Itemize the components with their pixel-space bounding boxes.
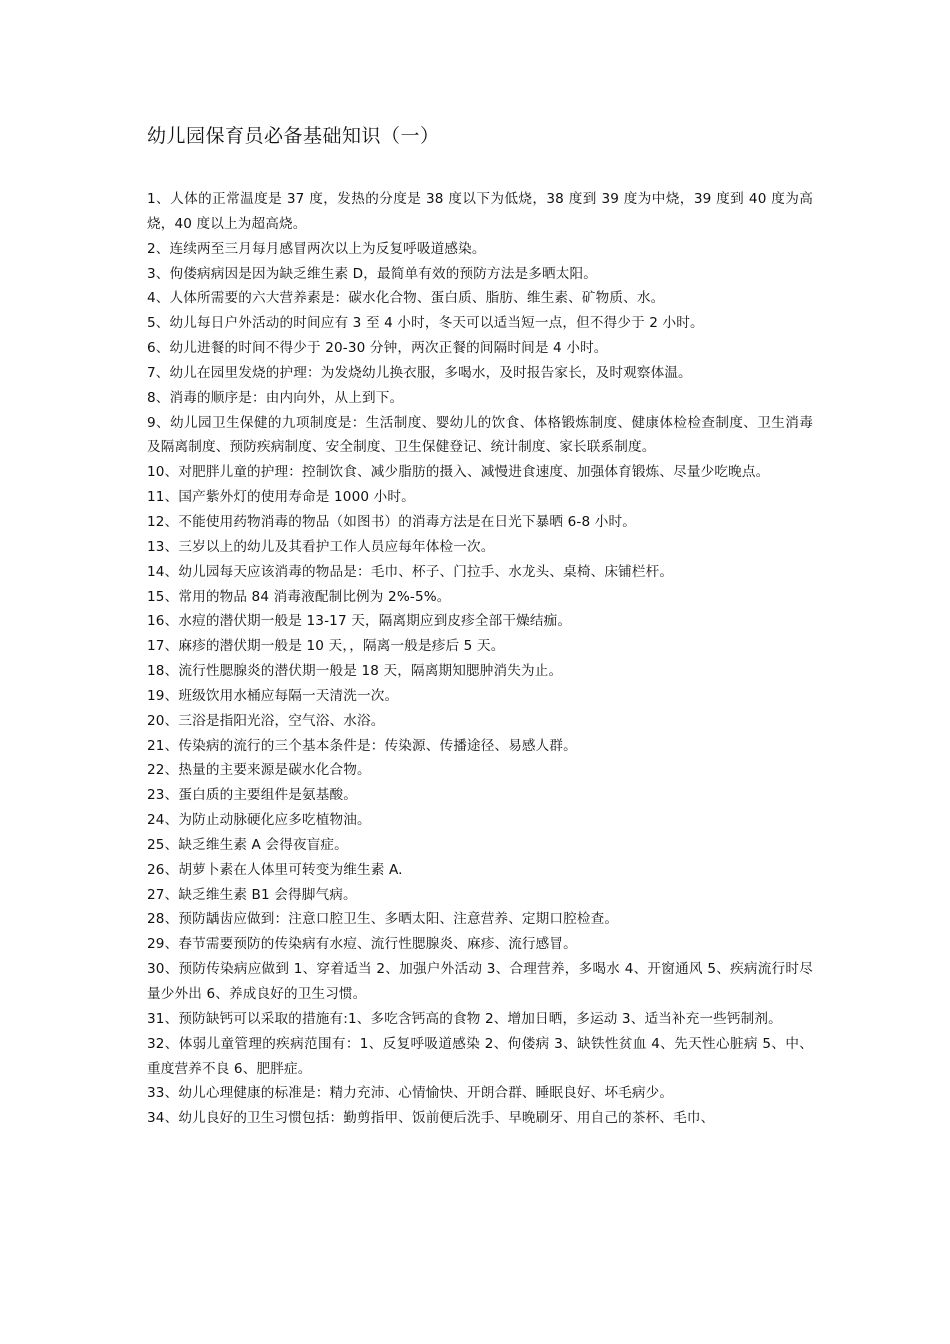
- list-item: 23、蛋白质的主要组件是氨基酸。: [147, 787, 358, 804]
- list-item: 34、幼儿良好的卫生习惯包括：勤剪指甲、饭前便后洗手、早晚刷牙、用自己的茶杯、毛巾、: [147, 1110, 715, 1127]
- list-item: 30、预防传染病应做到 1、穿着适当 2、加强户外活动 3、合理营养，多喝水 4、开窗通风 5、疾病流行时尽量少外出 6、养成良好的卫生习惯。: [147, 961, 813, 1002]
- list-item: 10、对肥胖儿童的护理：控制饮食、减少脂肪的摄入、减慢进食速度、加强体育锻炼、尽量少吃晚点。: [147, 464, 770, 481]
- list-item: 22、热量的主要来源是碳水化合物。: [147, 762, 371, 779]
- list-item: 14、幼儿园每天应该消毒的物品是：毛巾、杯子、门拉手、水龙头、桌椅、床铺栏杆。: [147, 563, 674, 580]
- list-item: 12、不能使用药物消毒的物品（如图书）的消毒方法是在日光下暴晒 6-8 小时。: [147, 513, 636, 530]
- list-item: 31、预防缺钙可以采取的措施有:1、多吃含钙高的食物 2、增加日晒，多运动 3、适当补充一些钙制剂。: [147, 1010, 782, 1027]
- list-item: 29、春节需要预防的传染病有水痘、流行性腮腺炎、麻疹、流行感冒。: [147, 936, 577, 953]
- document-title: 幼儿园保育员必备基础知识（一）: [147, 125, 440, 147]
- list-item: 33、幼儿心理健康的标准是：精力充沛、心情愉快、开朗合群、睡眠良好、坏毛病少。: [147, 1085, 674, 1102]
- list-item: 21、传染病的流行的三个基本条件是：传染源、传播途径、易感人群。: [147, 737, 577, 754]
- list-item: 24、为防止动脉硬化应多吃植物油。: [147, 812, 371, 829]
- list-item: 27、缺乏维生素 B1 会得脚气病。: [147, 886, 357, 903]
- list-item: 18、流行性腮腺炎的潜伏期一般是 18 天，隔离期知腮肿消失为止。: [147, 663, 563, 680]
- list-item: 20、三浴是指阳光浴，空气浴、水浴。: [147, 712, 385, 729]
- list-item: 7、幼儿在园里发烧的护理：为发烧幼儿换衣服，多喝水，及时报告家长，及时观察体温。: [147, 364, 692, 381]
- list-item: 2、连续两至三月每月感冒两次以上为反复呼吸道感染。: [147, 240, 486, 257]
- list-item: 8、消毒的顺序是：由内向外，从上到下。: [147, 389, 404, 406]
- list-item: 15、常用的物品 84 消毒液配制比例为 2%-5%。: [147, 588, 451, 605]
- list-item: 13、三岁以上的幼儿及其看护工作人员应每年体检一次。: [147, 538, 495, 555]
- list-item: 32、体弱儿童管理的疾病范围有：1、反复呼吸道感染 2、佝偻病 3、缺铁性贫血 4、先天性心脏病 5、中、重度营养不良 6、肥胖症。: [147, 1035, 813, 1077]
- list-item: 26、胡萝卜素在人体里可转变为维生素 A.: [147, 861, 403, 878]
- list-item: 4、人体所需要的六大营养素是：碳水化合物、蛋白质、脂肪、维生素、矿物质、水。: [147, 290, 665, 307]
- list-item: 9、幼儿园卫生保健的九项制度是：生活制度、婴幼儿的饮食、体格锻炼制度、健康体检检查制度、卫生消毒及隔离制度、预防疾病制度、安全制度、卫生保健登记、统计制度、家长联系制度。: [147, 414, 813, 456]
- list-item: 16、水痘的潜伏期一般是 13-17 天，隔离期应到皮疹全部干燥结痂。: [147, 613, 572, 630]
- list-item: 11、国产紫外灯的使用寿命是 1000 小时。: [147, 489, 415, 506]
- list-item: 19、班级饮用水桶应每隔一天清洗一次。: [147, 687, 399, 704]
- list-item: 6、幼儿进餐的时间不得少于 20-30 分钟，两次正餐的间隔时间是 4 小时。: [147, 340, 608, 357]
- list-item: 17、麻疹的潜伏期一般是 10 天，，隔离一般是疹后 5 天。: [147, 638, 505, 655]
- list-item: 5、幼儿每日户外活动的时间应有 3 至 4 小时，冬天可以适当短一点，但不得少于 2 小时。: [147, 315, 704, 332]
- list-item: 3、佝偻病病因是因为缺乏维生素 D，最简单有效的预防方法是多晒太阳。: [147, 265, 597, 282]
- document-body: [147, 187, 813, 1131]
- list-item: 1、人体的正常温度是 37 度，发热的分度是 38 度以下为低烧，38 度到 39 度为中烧，39 度到 40 度为高烧，40 度以上为超高烧。: [147, 191, 813, 232]
- list-item: 28、预防龋齿应做到：注意口腔卫生、多晒太阳、注意营养、定期口腔检查。: [147, 911, 619, 928]
- list-item: 25、缺乏维生素 A 会得夜盲症。: [147, 836, 348, 853]
